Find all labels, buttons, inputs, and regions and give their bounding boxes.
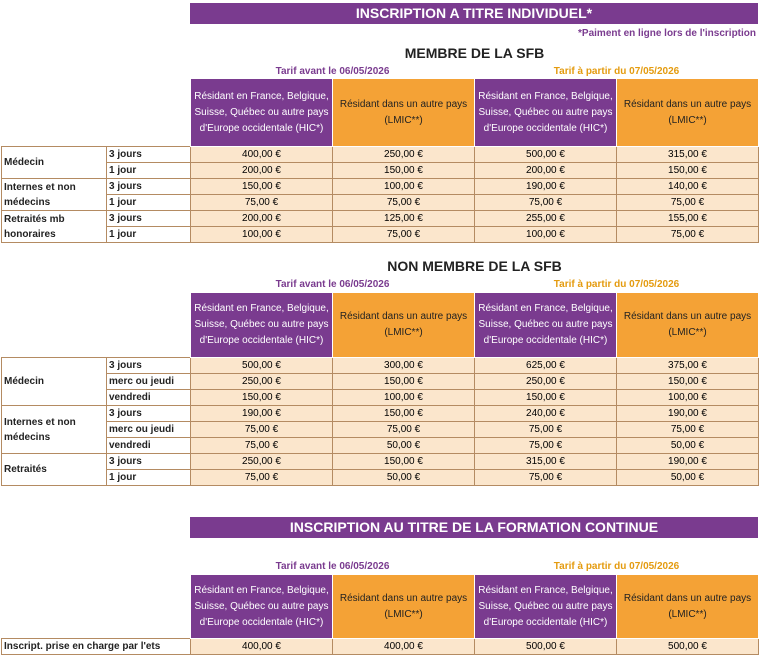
- non-membre-tarif-after: Tarif à partir du 07/05/2026: [553, 279, 680, 290]
- price-cell: 100,00 €: [333, 179, 475, 195]
- table-row: [2, 374, 759, 390]
- price-cell: 75,00 €: [333, 422, 475, 438]
- header-lmic: Résidant dans un autre pays (LMIC**): [333, 79, 475, 147]
- price-cell: 375,00 €: [617, 358, 759, 374]
- row-label: Inscript. prise en charge par l'ets: [2, 639, 191, 655]
- price-cell: 150,00 €: [191, 179, 333, 195]
- price-cell: 50,00 €: [617, 438, 759, 454]
- price-cell: 150,00 €: [333, 454, 475, 470]
- price-cell: 75,00 €: [475, 438, 617, 454]
- price-cell: 500,00 €: [617, 639, 759, 655]
- price-cell: 240,00 €: [475, 406, 617, 422]
- price-cell: 625,00 €: [475, 358, 617, 374]
- category-label: Retraités: [2, 454, 107, 486]
- page-title: INSCRIPTION A TITRE INDIVIDUEL*: [190, 3, 758, 24]
- price-cell: 75,00 €: [191, 422, 333, 438]
- formation-tarif-after: Tarif à partir du 07/05/2026: [553, 561, 680, 572]
- price-cell: 75,00 €: [617, 227, 759, 243]
- header-lmic: Résidant dans un autre pays (LMIC**): [617, 293, 759, 358]
- price-cell: 75,00 €: [191, 195, 333, 211]
- non-membre-heading: NON MEMBRE DE LA SFB: [387, 258, 562, 274]
- price-cell: 50,00 €: [333, 470, 475, 486]
- table-row: [2, 163, 759, 179]
- header-hic: Résidant en France, Belgique, Suisse, Québec ou autre pays d'Europe occidentale (HIC*): [191, 293, 333, 358]
- price-cell: 50,00 €: [333, 438, 475, 454]
- duration-label: 1 jour: [107, 227, 191, 243]
- formation-header-row: [2, 575, 759, 639]
- formation-table: [1, 574, 759, 655]
- table-row: [2, 390, 759, 406]
- membre-tarif-before: Tarif avant le 06/05/2026: [275, 66, 390, 77]
- duration-label: vendredi: [107, 390, 191, 406]
- price-cell: 150,00 €: [333, 374, 475, 390]
- category-label: Retraités mb honoraires: [2, 211, 107, 243]
- table-row: [2, 211, 759, 227]
- category-label: Médecin: [2, 147, 107, 179]
- price-cell: 125,00 €: [333, 211, 475, 227]
- header-hic: Résidant en France, Belgique, Suisse, Québec ou autre pays d'Europe occidentale (HIC*): [475, 293, 617, 358]
- membre-table: [1, 78, 759, 243]
- price-cell: 200,00 €: [475, 163, 617, 179]
- table-row: [2, 454, 759, 470]
- table-row: [2, 179, 759, 195]
- price-cell: 75,00 €: [617, 422, 759, 438]
- header-lmic: Résidant dans un autre pays (LMIC**): [617, 575, 759, 639]
- header-hic: Résidant en France, Belgique, Suisse, Québec ou autre pays d'Europe occidentale (HIC*): [191, 79, 333, 147]
- price-cell: 250,00 €: [191, 374, 333, 390]
- header-hic: Résidant en France, Belgique, Suisse, Québec ou autre pays d'Europe occidentale (HIC*): [475, 575, 617, 639]
- price-cell: 250,00 €: [475, 374, 617, 390]
- table-row: [2, 470, 759, 486]
- price-cell: 150,00 €: [333, 406, 475, 422]
- price-cell: 500,00 €: [191, 358, 333, 374]
- price-cell: 150,00 €: [617, 374, 759, 390]
- price-cell: 50,00 €: [617, 470, 759, 486]
- price-cell: 100,00 €: [333, 390, 475, 406]
- duration-label: vendredi: [107, 438, 191, 454]
- table-row: [2, 227, 759, 243]
- price-cell: 255,00 €: [475, 211, 617, 227]
- price-cell: 150,00 €: [617, 163, 759, 179]
- duration-label: 1 jour: [107, 470, 191, 486]
- non-membre-tarif-before: Tarif avant le 06/05/2026: [275, 279, 390, 290]
- duration-label: 3 jours: [107, 454, 191, 470]
- header-lmic: Résidant dans un autre pays (LMIC**): [333, 293, 475, 358]
- price-cell: 100,00 €: [191, 227, 333, 243]
- duration-label: merc ou jeudi: [107, 422, 191, 438]
- price-cell: 150,00 €: [475, 390, 617, 406]
- table-row: [2, 358, 759, 374]
- category-label: Internes et non médecins: [2, 179, 107, 211]
- price-cell: 190,00 €: [191, 406, 333, 422]
- price-cell: 75,00 €: [191, 438, 333, 454]
- duration-label: 1 jour: [107, 163, 191, 179]
- duration-label: 3 jours: [107, 147, 191, 163]
- price-cell: 500,00 €: [475, 147, 617, 163]
- table-row: [2, 195, 759, 211]
- non-membre-table: [1, 292, 759, 486]
- duration-label: 3 jours: [107, 358, 191, 374]
- price-cell: 190,00 €: [617, 406, 759, 422]
- price-cell: 100,00 €: [475, 227, 617, 243]
- duration-label: 3 jours: [107, 179, 191, 195]
- price-cell: 300,00 €: [333, 358, 475, 374]
- price-cell: 400,00 €: [191, 147, 333, 163]
- header-hic: Résidant en France, Belgique, Suisse, Québec ou autre pays d'Europe occidentale (HIC*): [191, 575, 333, 639]
- price-cell: 190,00 €: [617, 454, 759, 470]
- price-cell: 400,00 €: [191, 639, 333, 655]
- payment-footnote: *Paiment en ligne lors de l'inscription: [578, 28, 756, 39]
- price-cell: 150,00 €: [333, 163, 475, 179]
- price-cell: 75,00 €: [475, 422, 617, 438]
- duration-label: 3 jours: [107, 406, 191, 422]
- price-cell: 75,00 €: [333, 227, 475, 243]
- header-lmic: Résidant dans un autre pays (LMIC**): [333, 575, 475, 639]
- header-lmic: Résidant dans un autre pays (LMIC**): [617, 79, 759, 147]
- price-cell: 75,00 €: [333, 195, 475, 211]
- price-cell: 315,00 €: [617, 147, 759, 163]
- price-cell: 190,00 €: [475, 179, 617, 195]
- table-row: [2, 406, 759, 422]
- price-cell: 200,00 €: [191, 163, 333, 179]
- price-cell: 75,00 €: [191, 470, 333, 486]
- table-row: [2, 438, 759, 454]
- category-label: Médecin: [2, 358, 107, 406]
- price-cell: 500,00 €: [475, 639, 617, 655]
- price-cell: 75,00 €: [475, 195, 617, 211]
- non-membre-header-row: [2, 293, 759, 358]
- duration-label: 1 jour: [107, 195, 191, 211]
- price-cell: 155,00 €: [617, 211, 759, 227]
- price-cell: 250,00 €: [191, 454, 333, 470]
- table-row: [2, 639, 759, 655]
- duration-label: merc ou jeudi: [107, 374, 191, 390]
- duration-label: 3 jours: [107, 211, 191, 227]
- price-cell: 75,00 €: [617, 195, 759, 211]
- table-row: [2, 422, 759, 438]
- category-label: Internes et non médecins: [2, 406, 107, 454]
- formation-title: INSCRIPTION AU TITRE DE LA FORMATION CONTINUE: [190, 517, 758, 538]
- table-row: [2, 147, 759, 163]
- membre-heading: MEMBRE DE LA SFB: [404, 45, 545, 61]
- price-cell: 140,00 €: [617, 179, 759, 195]
- formation-tarif-before: Tarif avant le 06/05/2026: [275, 561, 390, 572]
- price-cell: 400,00 €: [333, 639, 475, 655]
- price-cell: 100,00 €: [617, 390, 759, 406]
- price-cell: 250,00 €: [333, 147, 475, 163]
- membre-header-row: [2, 79, 759, 147]
- membre-tarif-after: Tarif à partir du 07/05/2026: [553, 66, 680, 77]
- header-hic: Résidant en France, Belgique, Suisse, Québec ou autre pays d'Europe occidentale (HIC*): [475, 79, 617, 147]
- price-cell: 150,00 €: [191, 390, 333, 406]
- price-cell: 75,00 €: [475, 470, 617, 486]
- price-cell: 315,00 €: [475, 454, 617, 470]
- price-cell: 200,00 €: [191, 211, 333, 227]
